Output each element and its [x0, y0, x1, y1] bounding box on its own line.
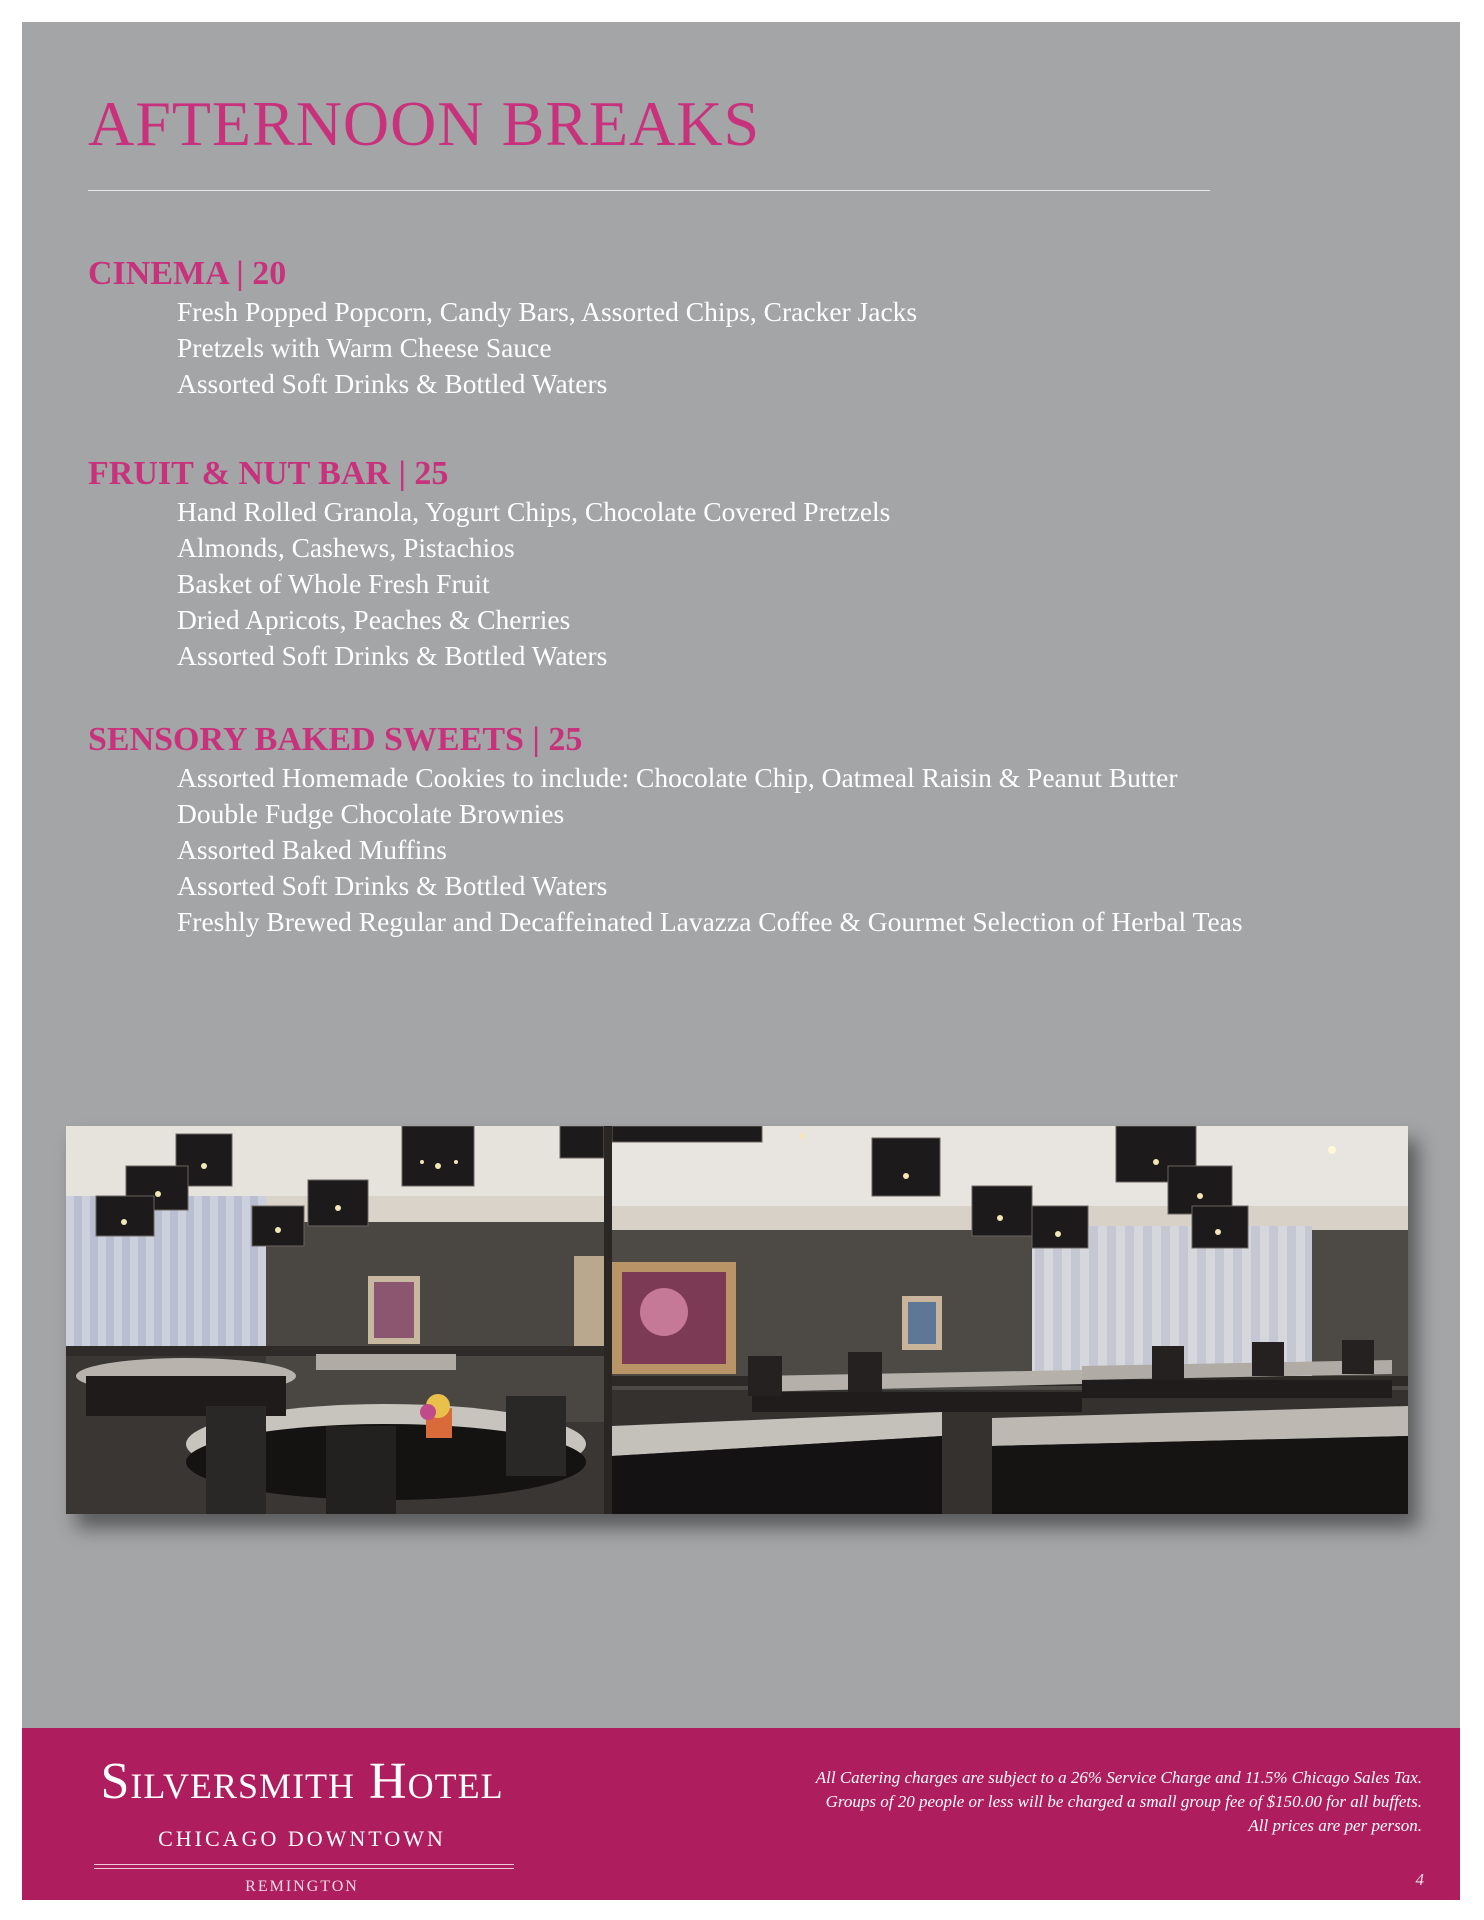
menu-item: Assorted Soft Drinks & Bottled Waters	[177, 368, 608, 399]
menu-item: Fresh Popped Popcorn, Candy Bars, Assorted Chips, Cracker Jacks	[177, 296, 918, 327]
menu-page	[22, 22, 1460, 1900]
logo-divider	[94, 1864, 514, 1869]
catering-note: Groups of 20 people or less will be charged a small group fee of $150.00 for all buffets.	[825, 1792, 1422, 1811]
menu-item: Pretzels with Warm Cheese Sauce	[177, 332, 552, 363]
section-cinema	[88, 254, 917, 402]
menu-item: Freshly Brewed Regular and Decaffeinated Lavazza Coffee & Gourmet Selection of Herbal Teas	[177, 906, 1243, 937]
menu-item: Basket of Whole Fresh Fruit	[177, 568, 490, 599]
menu-item: Assorted Soft Drinks & Bottled Waters	[177, 870, 608, 901]
classroom-room-photo	[612, 1126, 1408, 1514]
page-number: 4	[1415, 1870, 1424, 1889]
menu-item: Assorted Soft Drinks & Bottled Waters	[177, 640, 608, 671]
menu-item-list	[88, 294, 917, 402]
section-fruit-nut-bar	[88, 454, 890, 674]
banquet-room-photo	[66, 1126, 604, 1514]
catering-notes	[642, 1766, 1422, 1838]
menu-item: Dried Apricots, Peaches & Cherries	[177, 604, 571, 635]
hotel-brand: REMINGTON	[245, 1878, 359, 1895]
section-heading: SENSORY BAKED SWEETS | 25	[88, 721, 583, 758]
section-heading: FRUIT & NUT BAR | 25	[88, 455, 449, 492]
menu-item: Double Fudge Chocolate Brownies	[177, 798, 565, 829]
section-sensory-baked-sweets	[88, 720, 1243, 940]
footer	[22, 1728, 1460, 1900]
menu-item: Hand Rolled Granola, Yogurt Chips, Chocolate Covered Pretzels	[177, 496, 891, 527]
hotel-logo-name: Silversmith Hotel	[100, 1753, 504, 1810]
menu-item: Assorted Baked Muffins	[177, 834, 447, 865]
section-heading: CINEMA | 20	[88, 255, 287, 292]
ballroom-photos	[66, 1126, 1408, 1514]
hotel-logo-location: CHICAGO DOWNTOWN	[158, 1826, 446, 1851]
menu-item-list	[88, 494, 890, 674]
menu-item: Assorted Homemade Cookies to include: Chocolate Chip, Oatmeal Raisin & Peanut Butter	[177, 762, 1178, 793]
menu-item: Almonds, Cashews, Pistachios	[177, 532, 515, 563]
menu-item-list	[88, 760, 1243, 940]
title-divider	[88, 190, 1210, 191]
catering-note: All prices are per person.	[1248, 1816, 1422, 1835]
page-title: AFTERNOON BREAKS	[88, 88, 761, 159]
catering-note: All Catering charges are subject to a 26% Service Charge and 11.5% Chicago Sales Tax.	[815, 1768, 1422, 1787]
